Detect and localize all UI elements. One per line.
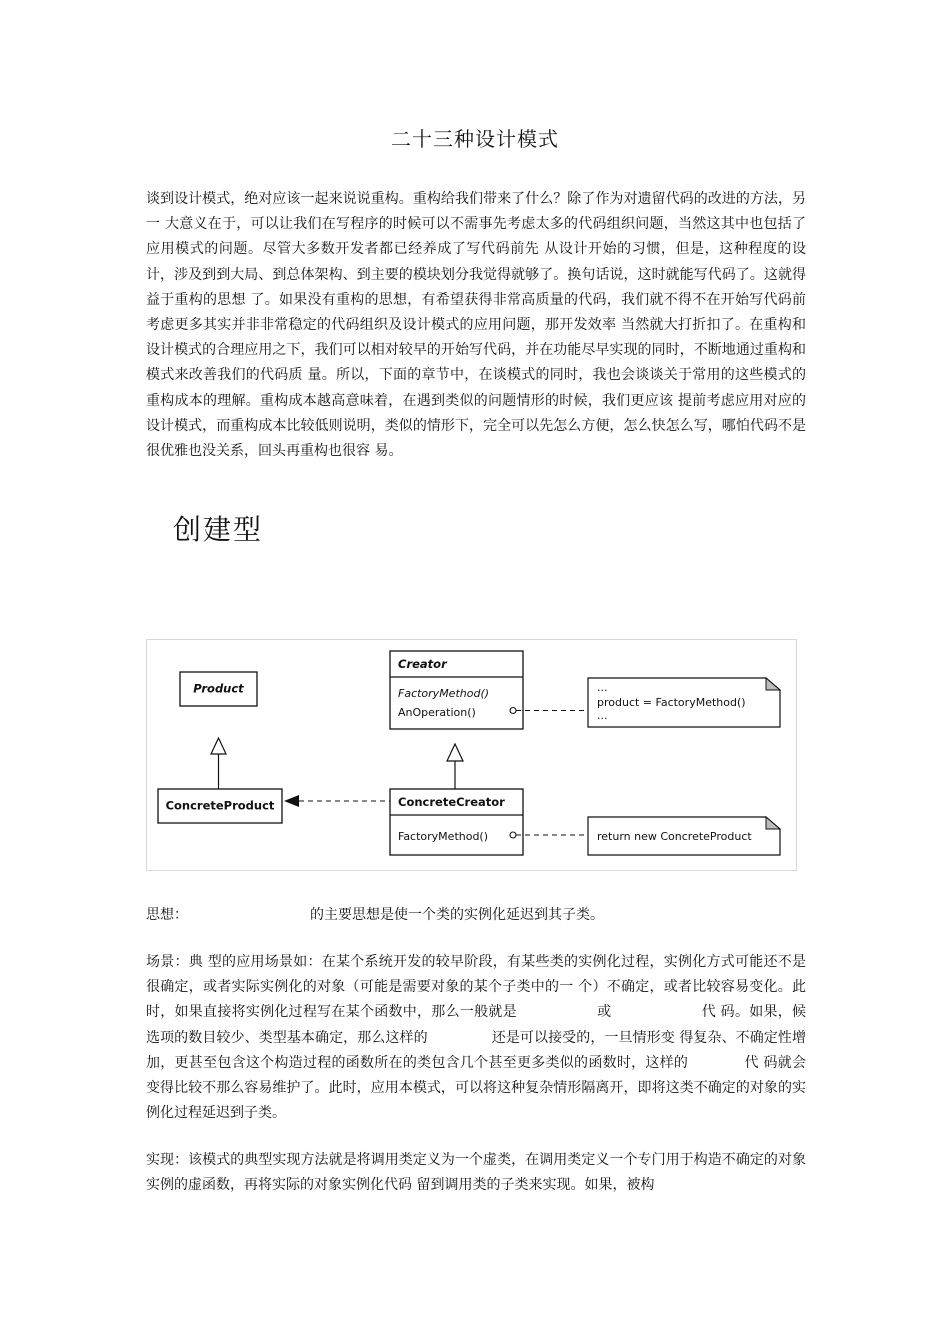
concrete-product-class-name: ConcreteProduct bbox=[165, 798, 275, 813]
note1-line3: ... bbox=[597, 709, 608, 722]
scene-part2: 代 码。如果，候选项的数目较少、类型基本确定，那么这样的 bbox=[146, 1004, 807, 1046]
implementation-paragraph: 实现：该模式的典型实现方法就是将调用类定义为一个虚类，在调用类定义一个专门用于构造不确定的对象实例的虚函数，再将实际的对象实例化代码 留到调用类的子类来实现。如果，被构 bbox=[146, 1152, 806, 1194]
scene-part3: 还是可以接受的，一旦情形变 得复杂、不确定性增加，更甚至包含这个构造过程的函数所在的类包含几个甚至更多类似的函数时，这样的 bbox=[146, 1029, 807, 1071]
concrete-product-class bbox=[158, 789, 282, 823]
note1-line1: ... bbox=[597, 681, 608, 694]
product-class-name: Product bbox=[193, 681, 244, 696]
scene-or: 或 bbox=[596, 1004, 612, 1021]
concrete-creator-class bbox=[390, 789, 523, 855]
idea-text: 的主要思想是使一个类的实例化延迟到其子类。 bbox=[310, 907, 604, 923]
intro-paragraph: 谈到设计模式，绝对应该一起来说说重构。重构给我们带来了什么？除了作为对遗留代码的改进的方法，另一 大意义在于，可以让我们在写程序的时候可以不需事先考虑太多的代码组织问题，当然这其中也包括了应用模式的问题。尽管大多数开发者都已经养成了写代码前先 从设计开始的习惯，但是，这种程度的设计，涉及到到大局、到总体架构、到主要的模块划分我觉得就够了。换句话说，这时就能写代码了。这就得益于重构的思想 了。如果没有重构的思想，有希望获得非常高质量的代码，我们就不得不在开始写代码前考虑更多其实并非非常稳定的代码组织及设计模式的应用问题，那开发效率 当然就大打折扣了。在重构和设计模式的合理应用之下，我们可以相对较早的开始写代码，并在功能尽早实现的同时，不断地通过重构和模式来改善我们的代码质 量。所以，下面的章节中，在谈模式的同时，我也会谈谈关于常用的这些模式的重构成本的理解。重构成本越高意味着，在遇到类似的问题情形的时候，我们更应该 提前考虑应用对应的设计模式，而重构成本比较低则说明，类似的情形下，完全可以先怎么方便，怎么快怎么写，哪怕代码不是很优雅也没关系，回头再重构也很容 易。 bbox=[146, 191, 806, 460]
idea-paragraph bbox=[146, 903, 806, 928]
concrete-creator-class-name: ConcreteCreator bbox=[398, 795, 505, 809]
section-heading: 创建型 bbox=[173, 513, 264, 546]
creator-an-operation: AnOperation() bbox=[398, 706, 476, 719]
creator-class-name: Creator bbox=[398, 657, 447, 671]
scene-part1: 场景：典 型的应用场景如：在某个系统开发的较早阶段，有某些类的实例化过程，实例化方式可能还不是很确定，或者实际实例化的对象（可能是需要对象的某个子类中的一 个）不确定，或者比较容易变化。此时，如果直接将实例化过程写在某个函数中，那么一般就是 bbox=[146, 954, 806, 1021]
page-title: 二十三种设计模式 bbox=[391, 127, 559, 151]
factory-method-uml-diagram bbox=[146, 639, 797, 871]
creator-class bbox=[390, 651, 523, 729]
product-class bbox=[180, 672, 257, 706]
scene-paragraph bbox=[146, 950, 806, 1126]
creator-factory-method: FactoryMethod() bbox=[398, 687, 490, 700]
note2-text: return new ConcreteProduct bbox=[597, 830, 752, 843]
scene-part4: 代 码就会变得比较不那么容易维护了。此时，应用本模式，可以将这种复杂情形隔离开，即将这类不确定的对象的实例化过程延迟到子类。 bbox=[146, 1054, 806, 1122]
note1-line2: product = FactoryMethod() bbox=[597, 696, 746, 709]
idea-label: 思想： bbox=[146, 907, 188, 923]
concrete-creator-factory-method: FactoryMethod() bbox=[398, 830, 489, 843]
